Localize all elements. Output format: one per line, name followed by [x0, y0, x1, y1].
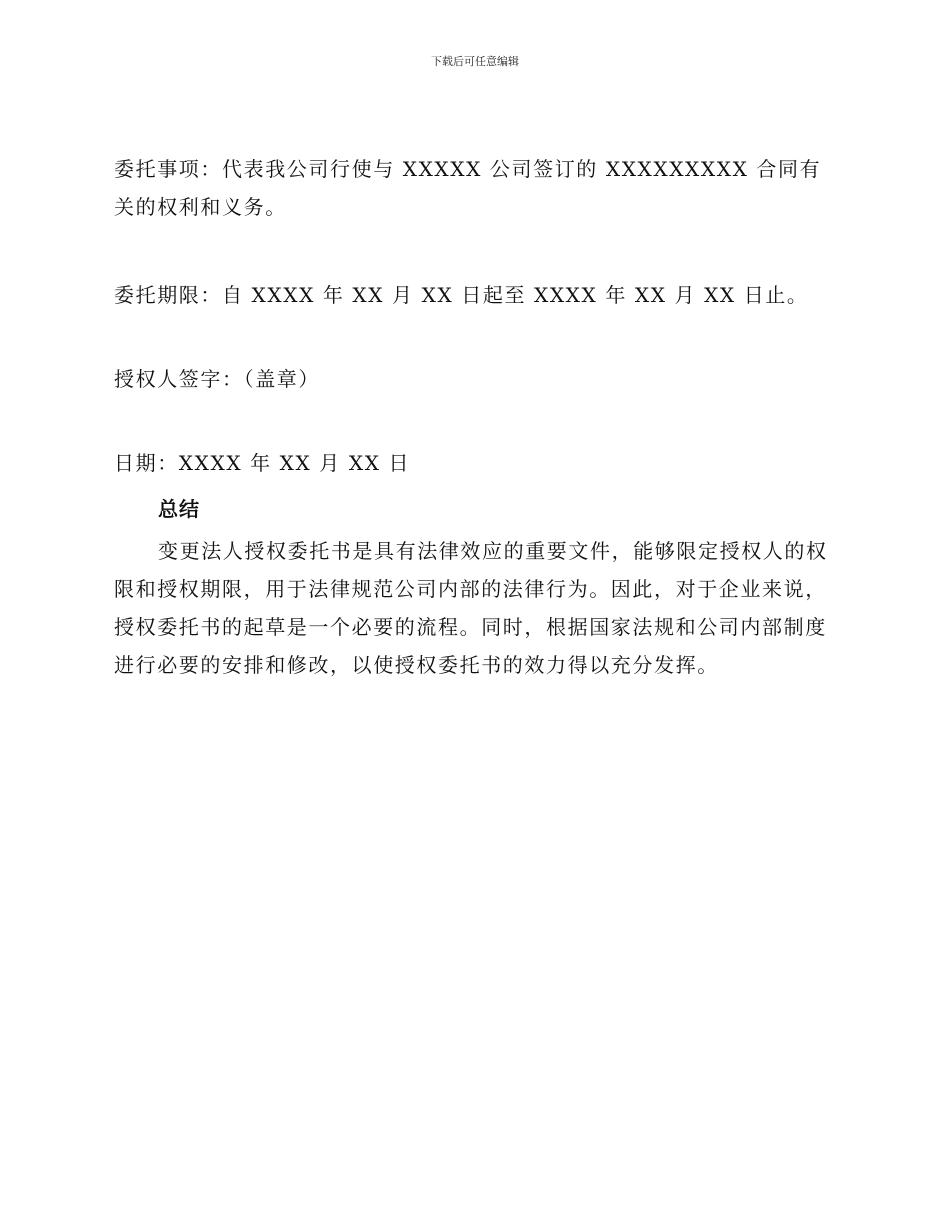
date-line: 日期：XXXX 年 XX 月 XX 日: [114, 451, 411, 475]
summary-paragraph: 变更法人授权委托书是具有法律效应的重要文件，能够限定授权人的权限和授权期限，用于法律规范公司内部的法律行为。因此，对于企业来说，授权委托书的起草是一个必要的流程。同时，根据国家法规和公司内部制度进行必要的安排和修改，以使授权委托书的效力得以充分发挥。: [114, 539, 828, 677]
summary-heading: 总结: [158, 497, 200, 521]
page-header-note: 下载后可任意编辑: [431, 55, 519, 68]
entrust-matter-paragraph: 委托事项：代表我公司行使与 XXXXX 公司签订的 XXXXXXXXX 合同有关的权利和义务。: [114, 157, 822, 219]
entrust-period-paragraph: 委托期限：自 XXXX 年 XX 月 XX 日起至 XXXX 年 XX 月 XX 日止。: [114, 283, 809, 307]
document-body: [114, 150, 836, 684]
signature-line: 授权人签字：（盖章）: [114, 367, 320, 391]
